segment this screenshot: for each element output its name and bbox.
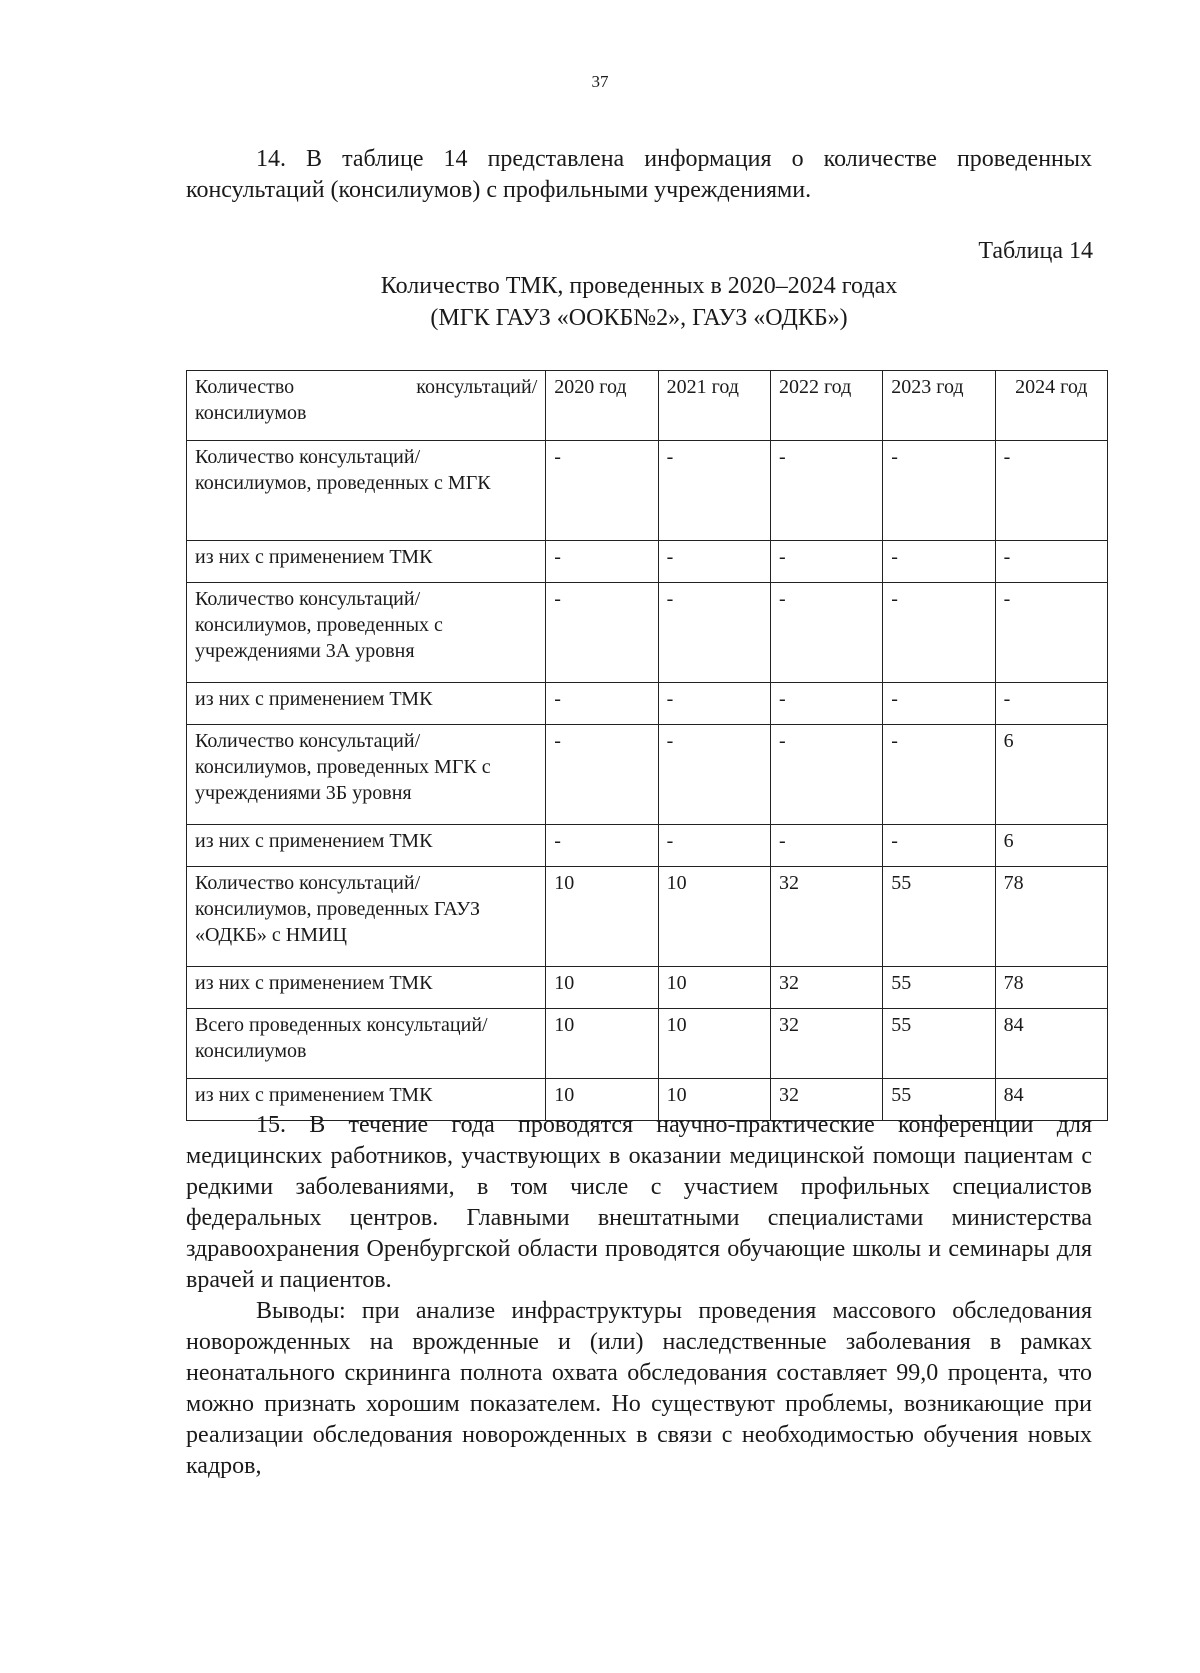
- row-label: Количество консультаций/ консилиумов, проведенных МГК с учреждениями 3Б уровня: [187, 725, 546, 825]
- cell-2022: 32: [770, 1009, 882, 1079]
- cell-2024: 6: [995, 725, 1107, 825]
- row-label: Количество консультаций/ консилиумов, проведенных ГАУЗ «ОДКБ» с НМИЦ: [187, 867, 546, 967]
- cell-2023: 55: [883, 967, 995, 1009]
- cell-2022: 32: [770, 1079, 882, 1121]
- table-label: Таблица 14: [978, 238, 1093, 264]
- table-row: [187, 867, 1108, 967]
- row-label: из них с применением ТМК: [187, 967, 546, 1009]
- cell-2020: 10: [546, 867, 658, 967]
- cell-2024: -: [995, 541, 1107, 583]
- cell-2021: 10: [658, 867, 770, 967]
- header-year-2023: 2023 год: [883, 371, 995, 441]
- cell-2022: -: [770, 541, 882, 583]
- page-number: 37: [591, 72, 609, 91]
- table-row: [187, 583, 1108, 683]
- row-label: Количество консультаций/ консилиумов, проведенных с МГК: [187, 441, 546, 541]
- cell-2021: 10: [658, 967, 770, 1009]
- cell-2023: -: [883, 825, 995, 867]
- cell-2021: -: [658, 583, 770, 683]
- row-label: из них с применением ТМК: [187, 1079, 546, 1121]
- cell-2022: -: [770, 441, 882, 541]
- cell-2020: 10: [546, 967, 658, 1009]
- row-label: Всего проведенных консультаций/консилиумов: [187, 1009, 546, 1079]
- cell-2022: -: [770, 583, 882, 683]
- table-row: [187, 541, 1108, 583]
- cell-2023: -: [883, 583, 995, 683]
- cell-2023: 55: [883, 867, 995, 967]
- header-year-2021: 2021 год: [658, 371, 770, 441]
- table-row: [187, 1009, 1108, 1079]
- cell-2023: -: [883, 441, 995, 541]
- cell-2020: -: [546, 825, 658, 867]
- table-title-line-2: (МГК ГАУЗ «ООКБ№2», ГАУЗ «ОДКБ»): [430, 305, 848, 331]
- cell-2021: -: [658, 541, 770, 583]
- cell-2023: -: [883, 541, 995, 583]
- cell-2020: 10: [546, 1079, 658, 1121]
- cell-2022: -: [770, 725, 882, 825]
- table-title: [186, 270, 1092, 334]
- header-year-2020: 2020 год: [546, 371, 658, 441]
- table-row: [187, 441, 1108, 541]
- cell-2021: 10: [658, 1009, 770, 1079]
- paragraph-15: 15. В течение года проводятся научно-практические конференции для медицинских работников, участвующих в оказании медицинской помощи пациентам с редкими заболеваниями, в том числе с участием профильных специалистов федеральных центров. Главными внештатными специалистами министерства здравоохранения Оренбургской области проводятся обучающие школы и семинары для врачей и пациентов.: [186, 1112, 1092, 1293]
- cell-2023: -: [883, 683, 995, 725]
- cell-2020: -: [546, 725, 658, 825]
- table-row: [187, 967, 1108, 1009]
- table-row: [187, 825, 1108, 867]
- cell-2023: 55: [883, 1009, 995, 1079]
- cell-2021: -: [658, 825, 770, 867]
- paragraph-conclusions: Выводы: при анализе инфраструктуры проведения массового обследования новорожденных на врожденные и (или) наследственные заболевания в рамках неонатального скрининга полнота охвата обследования составляет 99,0 процента, что можно признать хорошим показателем. Но существуют проблемы, возникающие при реализации обследования новорожденных в связи с необходимостью обучения новых кадров,: [186, 1298, 1092, 1479]
- row-label: из них с применением ТМК: [187, 683, 546, 725]
- cell-2021: 10: [658, 1079, 770, 1121]
- cell-2024: 6: [995, 825, 1107, 867]
- cell-2024: 84: [995, 1079, 1107, 1121]
- header-third-word: консилиумов: [195, 402, 307, 424]
- table-header-row: [187, 371, 1108, 441]
- cell-2020: -: [546, 541, 658, 583]
- header-first-cell: [187, 371, 546, 441]
- row-label: из них с применением ТМК: [187, 825, 546, 867]
- cell-2021: -: [658, 725, 770, 825]
- cell-2020: -: [546, 583, 658, 683]
- cell-2024: -: [995, 441, 1107, 541]
- cell-2024: -: [995, 583, 1107, 683]
- cell-2021: -: [658, 683, 770, 725]
- cell-2020: 10: [546, 1009, 658, 1079]
- cell-2023: -: [883, 725, 995, 825]
- row-label: Количество консультаций/ консилиумов, проведенных с учреждениями 3А уровня: [187, 583, 546, 683]
- row-label: из них с применением ТМК: [187, 541, 546, 583]
- cell-2022: -: [770, 683, 882, 725]
- header-year-2022: 2022 год: [770, 371, 882, 441]
- cell-2022: 32: [770, 967, 882, 1009]
- header-year-2024: 2024 год: [995, 371, 1107, 441]
- table-row: [187, 725, 1108, 825]
- cell-2022: -: [770, 825, 882, 867]
- cell-2021: -: [658, 441, 770, 541]
- header-first-word: Количество: [195, 376, 295, 398]
- cell-2023: 55: [883, 1079, 995, 1121]
- cell-2020: -: [546, 441, 658, 541]
- table-row: [187, 683, 1108, 725]
- cell-2024: -: [995, 683, 1107, 725]
- tmk-table: [186, 370, 1108, 1121]
- cell-2022: 32: [770, 867, 882, 967]
- table-title-line-1: Количество ТМК, проведенных в 2020–2024 годах: [380, 273, 898, 299]
- cell-2024: 78: [995, 967, 1107, 1009]
- cell-2024: 78: [995, 867, 1107, 967]
- header-second-word: консультаций/: [416, 376, 538, 398]
- cell-2020: -: [546, 683, 658, 725]
- paragraph-14: 14. В таблице 14 представлена информация о количестве проведенных консультаций (консилиумов) с профильными учреждениями.: [186, 146, 1092, 203]
- cell-2024: 84: [995, 1009, 1107, 1079]
